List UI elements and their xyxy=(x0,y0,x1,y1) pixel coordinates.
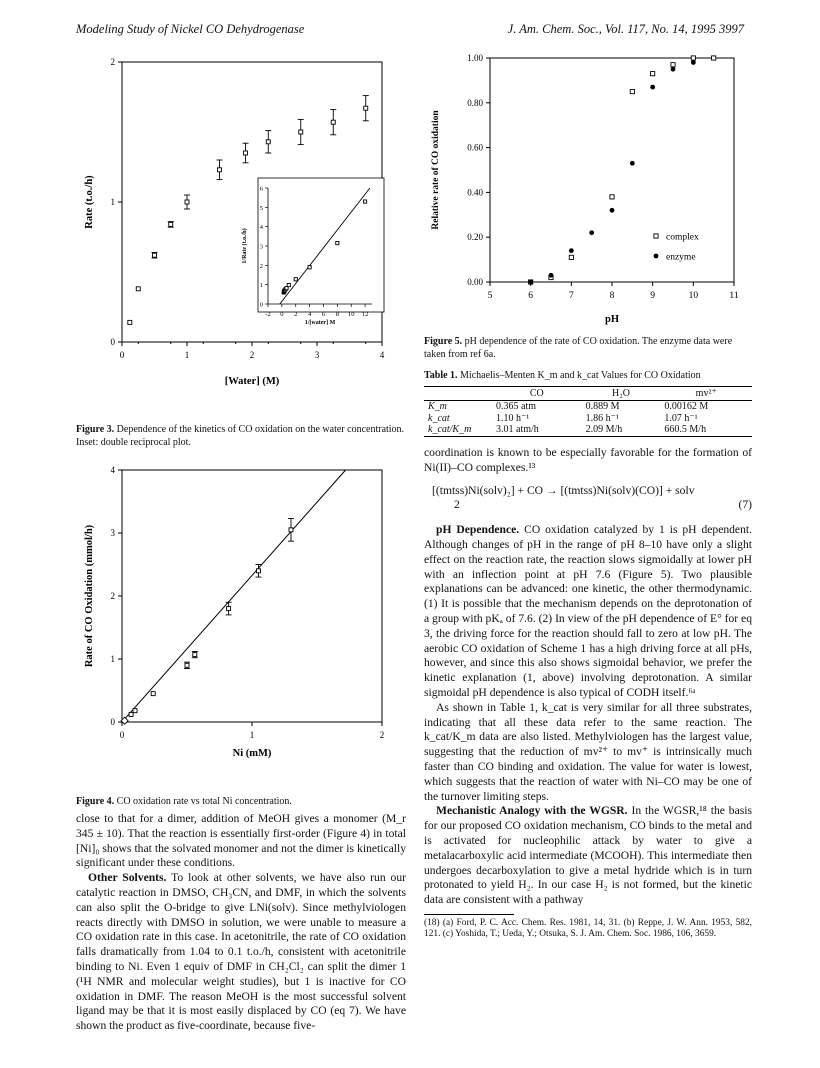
plot-frame xyxy=(490,58,734,282)
enzyme-data-point xyxy=(610,208,615,213)
data-point xyxy=(153,253,157,257)
inset-y-tick-label: 2 xyxy=(259,262,263,270)
x-tick-label: 8 xyxy=(609,291,615,301)
y-tick-label: 1 xyxy=(110,197,115,207)
paragraph-other-solvents xyxy=(76,871,406,1034)
y-tick-label: 3 xyxy=(110,528,115,538)
inset-y-tick-label: 6 xyxy=(259,185,263,193)
y-tick-label: 0.00 xyxy=(467,277,483,287)
table-header-cell: CO xyxy=(492,386,582,401)
paragraph-dimer-monomer: close to that for a dimer, addition of MeOH gives a monomer (M_r 345 ± 10). That the reaction is essentially first-order (Figure 4) in total [Ni]₀ shows that the solvated monomer and not the dimer is kinetically significant under these conditions. xyxy=(76,812,406,870)
complex-data-point xyxy=(610,195,614,199)
right-column-text xyxy=(424,446,752,941)
inset-data-point xyxy=(308,266,311,269)
inset-x-tick-label: 4 xyxy=(307,311,312,318)
inset-x-axis-label: 1/[water] M xyxy=(304,320,336,326)
y-tick-label: 1.00 xyxy=(467,53,483,63)
data-point xyxy=(244,151,248,155)
inset-data-point xyxy=(363,200,366,203)
table-1-title: Michaelis–Menten K_m and k_cat Values for CO Oxidation xyxy=(460,370,701,381)
x-tick-label: 2 xyxy=(249,350,255,360)
enzyme-data-point xyxy=(691,60,696,65)
x-tick-label: 0 xyxy=(119,730,125,740)
enzyme-data-point xyxy=(650,85,655,90)
data-point xyxy=(133,709,137,713)
x-axis-label: [Water] (M) xyxy=(224,376,280,387)
footnote-18: (18) (a) Ford, P. C. Acc. Chem. Res. 1981, 14, 31. (b) Reppe, J. W. Ann. 1953, 582, 121. (c) Yoshida, T.; Ueda, Y.; Otsuka, S. J. Am. Chem. Soc. 1986, 106, 3659. xyxy=(424,917,752,940)
inset-x-tick-label: 12 xyxy=(361,311,369,318)
left-column-text xyxy=(76,812,406,1034)
inset-frame xyxy=(258,178,384,312)
data-point xyxy=(218,168,222,172)
figure-5-caption xyxy=(424,336,752,361)
y-tick-label: 1 xyxy=(110,654,115,664)
table-cell: 1.86 h⁻¹ xyxy=(585,412,619,424)
run-head-other-solvents: Other Solvents. xyxy=(88,871,167,885)
run-head-wgsr: Mechanistic Analogy with the WGSR. xyxy=(436,804,628,818)
paragraph-table-discussion: As shown in Table 1, k_cat is very similar for all three substrates, indicating that all these data refer to the same reaction. The k_cat/K_m data are also listed. Methylviologen has the largest value, suggesting that the reduction of mv²⁺ to mv⁺ is intrinsically much faster than CO binding and oxidation. The value for water is lowest, which suggests that the reaction of water with Ni–CO may be one of the turnover limiting steps. xyxy=(424,700,752,803)
enzyme-data-point xyxy=(569,248,574,253)
inset-y-tick-label: 5 xyxy=(259,204,263,212)
equation-7-main: [(tmtss)Ni(solv)₂] + CO → [(tmtss)Ni(solv)(CO)] + solv xyxy=(432,483,695,497)
inset-x-tick-label: 8 xyxy=(335,311,339,318)
table-header-cell xyxy=(424,386,492,401)
inset-x-tick-label: 2 xyxy=(294,311,298,318)
inset-x-tick-label: -2 xyxy=(265,311,271,318)
enzyme-data-point xyxy=(589,230,594,235)
data-point xyxy=(289,528,293,532)
fit-line xyxy=(122,470,346,722)
data-point xyxy=(227,607,231,611)
table-cell: 3.01 atm/h xyxy=(492,424,582,436)
complex-data-point xyxy=(630,90,634,94)
inset-data-point xyxy=(287,283,290,286)
y-tick-label: 4 xyxy=(110,465,115,475)
table-row xyxy=(424,424,752,436)
legend-enzyme-label: enzyme xyxy=(666,252,696,263)
paragraph-other-solvents-text: To look at other solvents, we have also run our catalytic reaction in DMSO, CH₃CN, and DMF, in which the solvents can also split the O-bridge to give LNi(solv). Since methylviologen reacts directly with DMSO in solution, we were unable to measure a CO oxidation rate in this case. In acetonitrile, the rate of CO oxidation falls dramatically from 1.04 to 0.1 t.o./h, consistent with acetonitrile binding to Ni. Even 1 equiv of DMF in CH₂Cl₂ can split the dimer 1 (¹H NMR and molecular weight studies), but 1 is inactive for CO oxidation in DMF. The reason MeOH is the most successful solvent ligand may be that it is most easily displaced by CO (eq 7). We have shown the product as five-coordinate, because five- xyxy=(76,871,406,1033)
data-point xyxy=(128,320,132,324)
paragraph-wgsr xyxy=(424,804,752,908)
data-point xyxy=(331,120,335,124)
table-cell: 0.00162 M xyxy=(664,401,709,412)
paragraph-coordination: coordination is known to be especially favorable for the formation of Ni(II)–CO complexes.¹³ xyxy=(424,446,752,474)
paragraph-ph-dependence xyxy=(424,523,752,701)
y-axis-label: Rate of CO Oxidation (mmol/h) xyxy=(84,524,95,668)
y-axis-label: Relative rate of CO oxidation xyxy=(431,110,441,230)
footnotes xyxy=(424,914,752,941)
equation-7-second-line xyxy=(432,498,752,513)
x-tick-label: 1 xyxy=(184,350,190,360)
table-1 xyxy=(424,370,752,437)
y-tick-label: 0.80 xyxy=(467,97,483,108)
figure-4-caption-label: Figure 4. xyxy=(76,796,115,807)
inset-y-tick-label: 3 xyxy=(259,243,263,251)
data-point xyxy=(129,712,133,716)
table-cell: 0.889 M xyxy=(585,401,620,412)
table-1-grid xyxy=(424,386,752,437)
figure-3-caption xyxy=(76,424,406,449)
x-tick-label: 11 xyxy=(729,291,739,301)
table-header-cell: mv²⁺ xyxy=(660,386,752,401)
table-row xyxy=(424,401,752,413)
x-tick-label: 2 xyxy=(379,730,385,740)
data-point xyxy=(364,106,368,110)
data-point xyxy=(169,222,173,226)
enzyme-data-point xyxy=(630,161,635,166)
table-header-cell: H₂O xyxy=(582,386,661,401)
complex-data-point xyxy=(671,63,675,67)
table-header-row xyxy=(424,386,752,401)
inset-y-tick-label: 0 xyxy=(259,301,263,309)
inset-data-point xyxy=(336,242,339,245)
equation-7-subscript: 2 xyxy=(454,498,460,512)
inset-y-tick-label: 1 xyxy=(259,282,263,290)
y-tick-label: 0.20 xyxy=(467,232,483,243)
table-cell: 0.365 atm xyxy=(496,401,536,412)
figure-5-chart xyxy=(424,50,752,334)
table-row-head: k_cat/K_m xyxy=(424,424,492,436)
enzyme-data-point xyxy=(671,67,676,72)
x-tick-label: 0 xyxy=(119,350,125,360)
x-axis-label: Ni (mM) xyxy=(232,748,272,759)
y-axis-label: Rate (t.o./h) xyxy=(84,175,95,229)
footnote-rule xyxy=(424,914,514,915)
figure-4-chart xyxy=(76,462,406,792)
x-tick-label: 3 xyxy=(314,350,320,360)
figure-3-chart xyxy=(76,50,406,418)
figure-3-caption-text: Dependence of the kinetics of CO oxidation on the water concentration. Inset: double reciprocal plot. xyxy=(76,424,405,448)
table-row xyxy=(424,413,752,425)
complex-data-point xyxy=(651,72,655,76)
x-tick-label: 10 xyxy=(688,291,699,301)
x-tick-label: 6 xyxy=(528,291,534,301)
figure-3-caption-label: Figure 3. xyxy=(76,424,115,435)
y-tick-label: 2 xyxy=(110,57,115,67)
table-cell: 1.07 h⁻¹ xyxy=(664,412,698,424)
data-point xyxy=(193,653,197,657)
data-point xyxy=(299,130,303,134)
figure-4-caption-text: CO oxidation rate vs total Ni concentration. xyxy=(116,796,292,807)
enzyme-data-point xyxy=(549,273,554,278)
data-point xyxy=(136,287,140,291)
complex-data-point xyxy=(691,56,695,60)
table-1-label: Table 1. xyxy=(424,370,458,381)
x-axis-label: pH xyxy=(604,314,620,325)
figure-4-caption xyxy=(76,796,406,809)
legend-complex-marker xyxy=(654,234,658,238)
data-point xyxy=(185,663,189,667)
inset-data-point xyxy=(294,278,297,281)
complex-data-point xyxy=(569,255,573,259)
x-tick-label: 1 xyxy=(249,730,255,740)
table-row-head: k_cat xyxy=(428,412,450,424)
legend-enzyme-marker xyxy=(654,254,659,259)
table-1-title-line xyxy=(424,370,752,383)
figure-5-caption-label: Figure 5. xyxy=(424,336,463,347)
figure-5-caption-text: pH dependence of the rate of CO oxidation. The enzyme data were taken from ref 6a. xyxy=(424,336,733,360)
inset-x-tick-label: 6 xyxy=(321,311,326,318)
x-tick-label: 9 xyxy=(650,291,656,301)
table-cell: 2.09 M/h xyxy=(582,424,661,436)
running-header-title: Modeling Study of Nickel CO Dehydrogenase xyxy=(76,22,305,36)
running-header-journal: J. Am. Chem. Soc., Vol. 117, No. 14, 1995 3997 xyxy=(507,22,744,36)
equation-7-number: (7) xyxy=(738,498,752,512)
equation-7 xyxy=(424,484,752,514)
inset-x-tick-label: 0 xyxy=(280,311,284,318)
paragraph-ph-dependence-text: CO oxidation catalyzed by 1 is pH dependent. Although changes of pH in the range of pH 8–10 have only a slight effect on the reaction rate, the reaction slows sigmoidally at lower pH with an inflection point at pH 7.6 (Figure 5). Two plausible explanations can be advanced: one kinetic, the other thermodynamic. (1) It is possible that the mechanism depends on the deprotonation of a group with pKₐ of 7.6. (2) In view of the pH dependence of E° for eq 3, the driving force for the reaction should fall to zero at low pH. The aerobic CO oxidation of Scheme 1 has a high driving force at all pHs, however, and since this also shows sigmoidal behavior, we prefer the kinetic explanation (1, above) involving deprotonation. A similar sigmoidal pH dependence is also typical of CODH itself.⁶ᵃ xyxy=(424,523,752,699)
x-tick-label: 4 xyxy=(379,350,385,360)
paragraph-wgsr-text: In the WGSR,¹⁸ the basis for our proposed CO oxidation mechanism, CO binds to the metal and is activated for nucleophilic attack by water to give a metalacarboxylic acid intermediate (MCOOH). This intermediate then undergoes decarboxylation to give a metal hydride which is in turn protonated to yield H₂. In our case H₂ is not formed, but the kinetic data are consistent with a pathway xyxy=(424,804,752,907)
y-tick-label: 0 xyxy=(110,337,115,347)
plot-frame xyxy=(122,470,382,722)
x-tick-label: 7 xyxy=(568,291,574,301)
y-tick-label: 0.40 xyxy=(467,187,483,198)
y-tick-label: 0.60 xyxy=(467,142,483,153)
data-point xyxy=(185,200,189,204)
inset-y-tick-label: 4 xyxy=(259,224,263,232)
table-row-head: K_m xyxy=(428,401,447,412)
data-point xyxy=(266,140,270,144)
x-tick-label: 5 xyxy=(487,291,493,301)
y-tick-label: 0 xyxy=(110,717,115,727)
y-tick-label: 2 xyxy=(110,591,115,601)
complex-data-point xyxy=(712,56,716,60)
inset-y-axis-label: 1/Rate (t.o./h) xyxy=(242,228,248,264)
data-point xyxy=(151,692,155,696)
inset-x-tick-label: 10 xyxy=(347,311,355,318)
table-cell: 660.5 M/h xyxy=(660,424,752,436)
run-head-ph-dependence: pH Dependence. xyxy=(436,523,520,537)
table-cell: 1.10 h⁻¹ xyxy=(496,412,530,424)
data-point xyxy=(257,569,261,573)
enzyme-data-point xyxy=(528,280,533,285)
legend-complex-label: complex xyxy=(666,232,699,243)
